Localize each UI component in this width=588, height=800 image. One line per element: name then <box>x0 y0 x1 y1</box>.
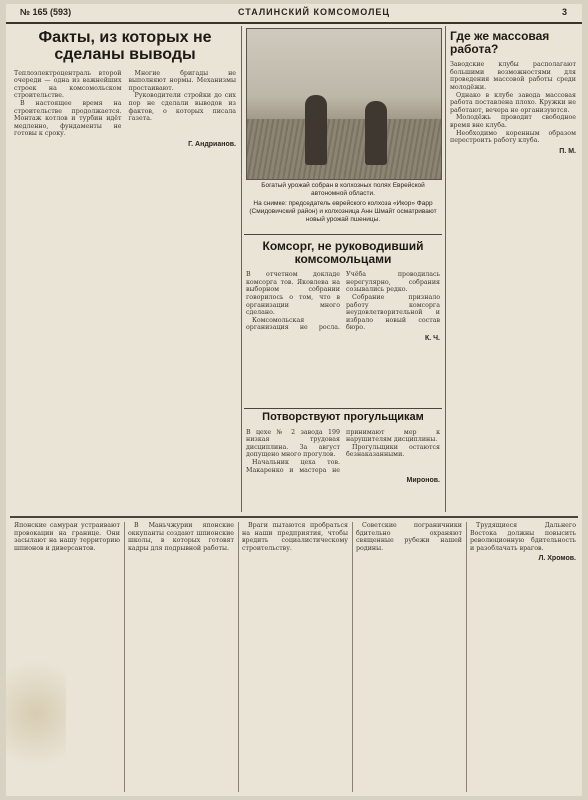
page-fold-rule <box>10 516 578 518</box>
article-facts-para: В настоящее время на строительстве продолжается. Монтаж котлов и турбин идёт медленно, фундаменты не готовы к сроку. <box>14 99 122 138</box>
masthead <box>6 4 582 24</box>
article-lower-para: В Маньчжурии японские оккупанты создают шпионские школы, в которых готовят кадры для подрывной работы. <box>128 522 234 552</box>
wheat-field <box>247 119 441 179</box>
article-facts-title: Факты, из которых не сделаны выводы <box>38 29 212 63</box>
article-truants-para: Прогульщики остаются безнаказанными. <box>346 443 440 459</box>
column-rule <box>445 26 446 512</box>
article-komsorg-title: Комсорг, не руководивший комсомольцами <box>262 239 424 266</box>
photo-figure-man <box>305 95 327 165</box>
photo-caption-block <box>246 182 440 232</box>
article-facts <box>14 28 236 510</box>
article-lower-byline: Л. Хромов. <box>538 555 576 563</box>
article-komsorg-byline: К. Ч. <box>424 334 440 342</box>
page-number: 3 <box>562 7 568 17</box>
article-truants-title: Потворствуют прогульщикам <box>262 412 424 423</box>
newspaper-page <box>6 4 582 796</box>
article-facts-para: Теплоэлектроцентраль второй очереди — одна из важнейших строек на комсомольском строительстве. <box>14 69 122 100</box>
article-truants <box>246 412 440 512</box>
article-mass-work-para: Однако в клубе завода массовая работа поставлена плохо. Кружки не работают, вечера не организуются. <box>450 91 576 114</box>
article-lower <box>14 522 576 792</box>
photo-caption: Богатый урожай собран в колхозных полях Еврейской автономной области. <box>261 182 425 197</box>
article-mass-work <box>450 28 576 510</box>
article-komsorg-para: Комсомольская организация не росла. Учёба проводилась нерегулярно, собрания созывались редко. <box>246 271 440 332</box>
article-komsorg-para: Собрание признало работу комсорга неудовлетворительной и избрало новый состав бюро. <box>346 293 440 332</box>
article-lower-para: Советские пограничники бдительно охраняют священные рубежи нашей родины. <box>356 522 462 552</box>
article-komsorg <box>246 238 440 404</box>
article-mass-work-para: Молодёжь проводит свободное время вне клуба. <box>450 114 576 129</box>
article-mass-work-para: Заводские клубы располагают большими возможностями для проведения массовой работы среди молодёжи. <box>450 61 576 91</box>
harvest-photo <box>246 28 442 180</box>
paper-stain <box>6 644 66 784</box>
section-rule <box>244 408 442 409</box>
photo-figure-woman <box>365 101 387 165</box>
article-komsorg-para: В отчетном докладе комсорга тов. Яковлева на выборном собрании говорилось о том, что в организации много сделано. <box>246 271 340 317</box>
paper-name: СТАЛИНСКИЙ КОМСОМОЛЕЦ <box>238 7 390 17</box>
photo-caption-detail: На снимке: председатель еврейского колхоза «Икор» Фарр (Смидовичский район) и колхозница Анн Шмайт осматривают новый урожай пшеницы. <box>249 200 437 223</box>
column-rule <box>241 26 242 512</box>
article-lower-para: Враги пытаются пробраться на наши предприятия, чтобы вредить социалистическому строительству. <box>242 522 348 552</box>
article-facts-para: Руководители стройки до сих пор не сделали выводов из фактов, о которых писала газета. <box>128 92 236 123</box>
article-lower-para: Трудящиеся Дальнего Востока должны повысить революционную бдительность и разоблачать врагов. <box>470 522 576 552</box>
article-truants-para: В цехе № 2 завода 199 низкая трудовая дисциплина. За август допущено много прогулов. <box>246 428 340 459</box>
article-mass-work-title: Где же массовая работа? <box>450 29 550 56</box>
section-rule <box>244 234 442 235</box>
article-mass-work-byline: П. М. <box>559 147 576 155</box>
article-mass-work-para: Необходимо коренным образом перестроить работу клуба. <box>450 129 576 145</box>
article-facts-byline: Г. Андрианов. <box>188 140 236 148</box>
article-facts-para: Многие бригады не выполняют нормы. Механизмы простаивают. <box>128 69 236 92</box>
issue-number: № 165 (593) <box>20 7 72 17</box>
article-truants-byline: Миронов. <box>406 477 440 485</box>
article-truants-para: Начальник цеха тов. Макаренко и мастера не принимают мер к нарушителям дисциплины. <box>246 428 440 474</box>
article-lower-para: Японские самураи устраивают провокации на границе. Они засылают на нашу территорию шпионов и диверсантов. <box>14 522 120 552</box>
